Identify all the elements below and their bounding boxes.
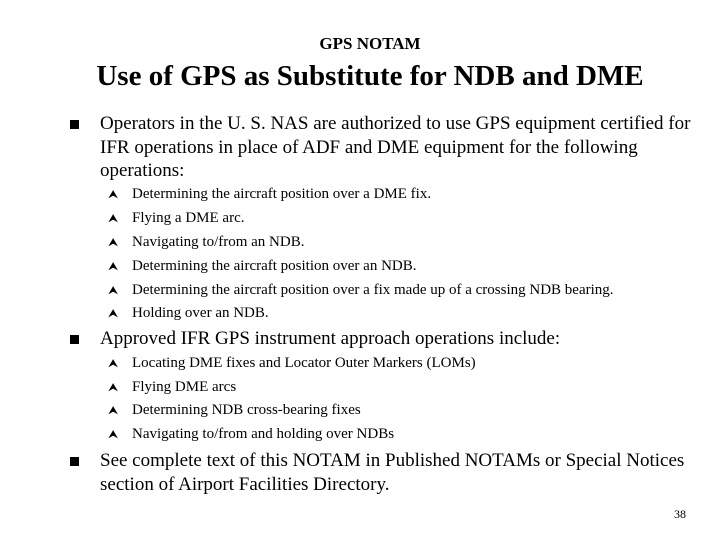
arrowhead-bullet-icon: ⮝ [108, 403, 119, 417]
arrowhead-bullet-icon: ⮝ [108, 283, 119, 297]
arrowhead-bullet-icon: ⮝ [108, 356, 119, 370]
square-bullet-icon [70, 335, 79, 344]
sub-bullet-text: Flying a DME arc. [132, 210, 245, 226]
arrowhead-bullet-icon: ⮝ [108, 211, 119, 225]
sub-bullet-text: Navigating to/from and holding over NDBs [132, 426, 395, 442]
slide-title: Use of GPS as Substitute for NDB and DME [96, 60, 644, 92]
arrowhead-bullet-icon: ⮝ [108, 306, 119, 320]
arrowhead-bullet-icon: ⮝ [108, 380, 119, 394]
square-bullet-icon [70, 120, 79, 129]
square-bullet-icon [70, 457, 79, 466]
bullet-text: See complete text of this NOTAM in Published NOTAMs or Special Notices section of Airport Facilities Directory. [100, 450, 685, 495]
sub-bullet-text: Determining the aircraft position over an NDB. [132, 258, 417, 274]
sub-bullet-text: Determining the aircraft position over a fix made up of a crossing NDB bearing. [132, 282, 614, 298]
page-number: 38 [674, 507, 686, 521]
slide-supertitle: GPS NOTAM [319, 34, 421, 53]
bullet-text: Operators in the U. S. NAS are authorized to use GPS equipment certified for IFR operations in place of ADF and DME equipment for the following operations: [100, 113, 691, 181]
sub-bullet-text: Flying DME arcs [132, 379, 237, 395]
sub-bullet-text: Determining the aircraft position over a DME fix. [132, 186, 432, 202]
arrowhead-bullet-icon: ⮝ [108, 235, 119, 249]
sub-bullet-text: Determining NDB cross-bearing fixes [132, 402, 361, 418]
sub-bullet-text: Locating DME fixes and Locator Outer Markers (LOMs) [132, 355, 476, 371]
bullet-text: Approved IFR GPS instrument approach operations include: [100, 328, 561, 349]
arrowhead-bullet-icon: ⮝ [108, 427, 119, 441]
sub-bullet-text: Navigating to/from an NDB. [132, 234, 305, 250]
arrowhead-bullet-icon: ⮝ [108, 259, 119, 273]
arrowhead-bullet-icon: ⮝ [108, 187, 119, 201]
sub-bullet-text: Holding over an NDB. [132, 305, 269, 321]
